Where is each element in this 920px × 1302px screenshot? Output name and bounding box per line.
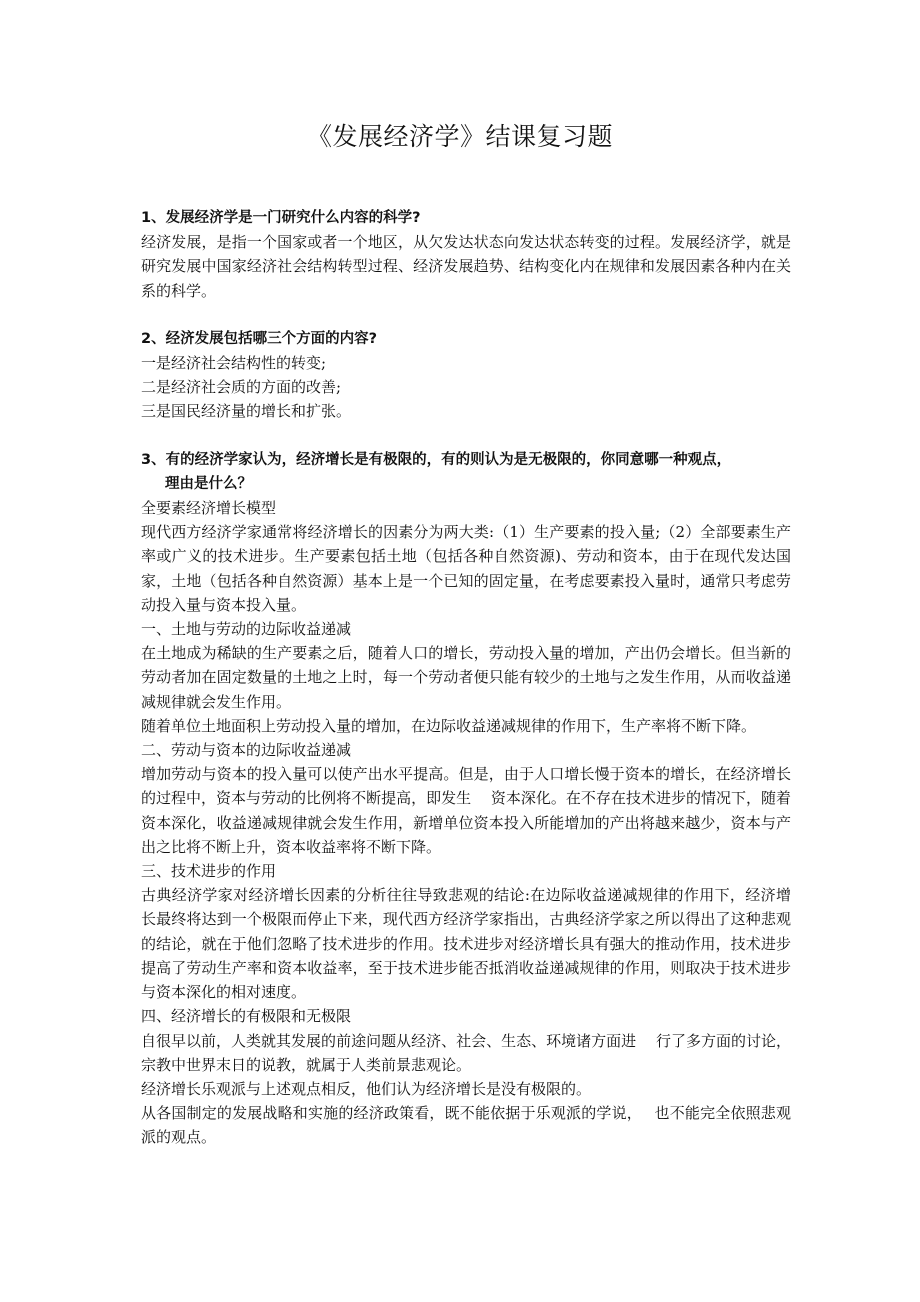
answer-3-paragraph: 自很早以前，人类就其发展的前途问题从经济、社会、生态、环境诸方面进 行了多方面的讨论，宗教中世界末日的说教，就属于人类前景悲观论。 [141,1031,791,1074]
answer-1-paragraph: 经济发展，是指一个国家或者一个地区，从欠发达状态向发达状态转变的过程。发展经济学，就是研究发展中国家经济社会结构转型过程、经济发展趋势、结构变化内在规律和发展因素各种内在关系的科学。 [141,233,791,300]
spacer [141,424,791,448]
answer-3-subheading: 二、劳动与资本的边际收益递减 [141,741,352,760]
answer-2-line: 三是国民经济量的增长和扩张。 [141,402,352,421]
question-3 [141,448,791,496]
spacer [141,303,791,327]
answer-3-paragraph: 在土地成为稀缺的生产要素之后，随着人口的增长，劳动投入量的增加，产出仍会增长。但当新的劳动者加在固定数量的土地之上时，每一个劳动者便只能有较少的土地与之发生作用，从而收益递减规律就会发生作用。 [141,644,791,711]
answer-3-subheading: 三、技术进步的作用 [141,862,277,881]
answer-3-paragraph: 增加劳动与资本的投入量可以使产出水平提高。但是，由于人口增长慢于资本的增长，在经济增长的过程中，资本与劳动的比例将不断提高，即发生 资本深化。在不存在技术进步的情况下，随着资本深化，收益递减规律就会发生作用，新增单位资本投入所能增加的产出将越来越少，资本与产出之比将不断上升，资本收益率将不断下降。 [141,765,791,856]
answer-2-line: 一是经济社会结构性的转变; [141,354,327,373]
question-2: 2、经济发展包括哪三个方面的内容? [141,330,377,347]
document-body [141,206,791,1150]
answer-3-subheading: 四、经济增长的有极限和无极限 [141,1007,352,1026]
answer-3-paragraph: 从各国制定的发展战略和实施的经济政策看，既不能依据于乐观派的学说， 也不能完全依照悲观派的观点。 [141,1104,791,1147]
answer-3-paragraph: 经济增长乐观派与上述观点相反，他们认为经济增长是没有极限的。 [141,1079,592,1098]
question-3-line1: 3、有的经济学家认为，经济增长是有极限的，有的则认为是无极限的，你同意哪一种观点， [141,451,732,468]
page-title: 《发展经济学》结课复习题 [306,122,613,151]
question-1: 1、发展经济学是一门研究什么内容的科学? [141,210,421,226]
answer-3-heading: 全要素经济增长模型 [141,499,277,518]
answer-3-paragraph: 随着单位土地面积上劳动投入量的增加，在边际收益递减规律的作用下，生产率将不断下降。 [141,716,757,735]
answer-3-subheading: 一、土地与劳动的边际收益递减 [141,620,352,639]
answer-3-paragraph: 古典经济学家对经济增长因素的分析往往导致悲观的结论:在边际收益递减规律的作用下，经济增长最终将达到一个极限而停止下来，现代西方经济学家指出，古典经济学家之所以得出了这种悲观的结论，就在于他们忽略了技术进步的作用。技术进步对经济增长具有强大的推动作用，技术进步提高了劳动生产率和资本收益率，至于技术进步能否抵消收益递减规律的作用，则取决于技术进步与资本深化的相对速度。 [141,886,791,1002]
answer-3-paragraph: 现代西方经济学家通常将经济增长的因素分为两大类:（1）生产要素的投入量;（2）全部要素生产率或广义的技术进步。生产要素包括土地（包括各种自然资源)、劳动和资本，由于在现代发达国家，土地（包括各种自然资源）基本上是一个已知的固定量，在考虑要素投入量时，通常只考虑劳动投入量与资本投入量。 [141,523,791,614]
answer-2-line: 二是经济社会质的方面的改善; [141,378,342,397]
question-3-line2: 理由是什么？ [165,475,252,492]
